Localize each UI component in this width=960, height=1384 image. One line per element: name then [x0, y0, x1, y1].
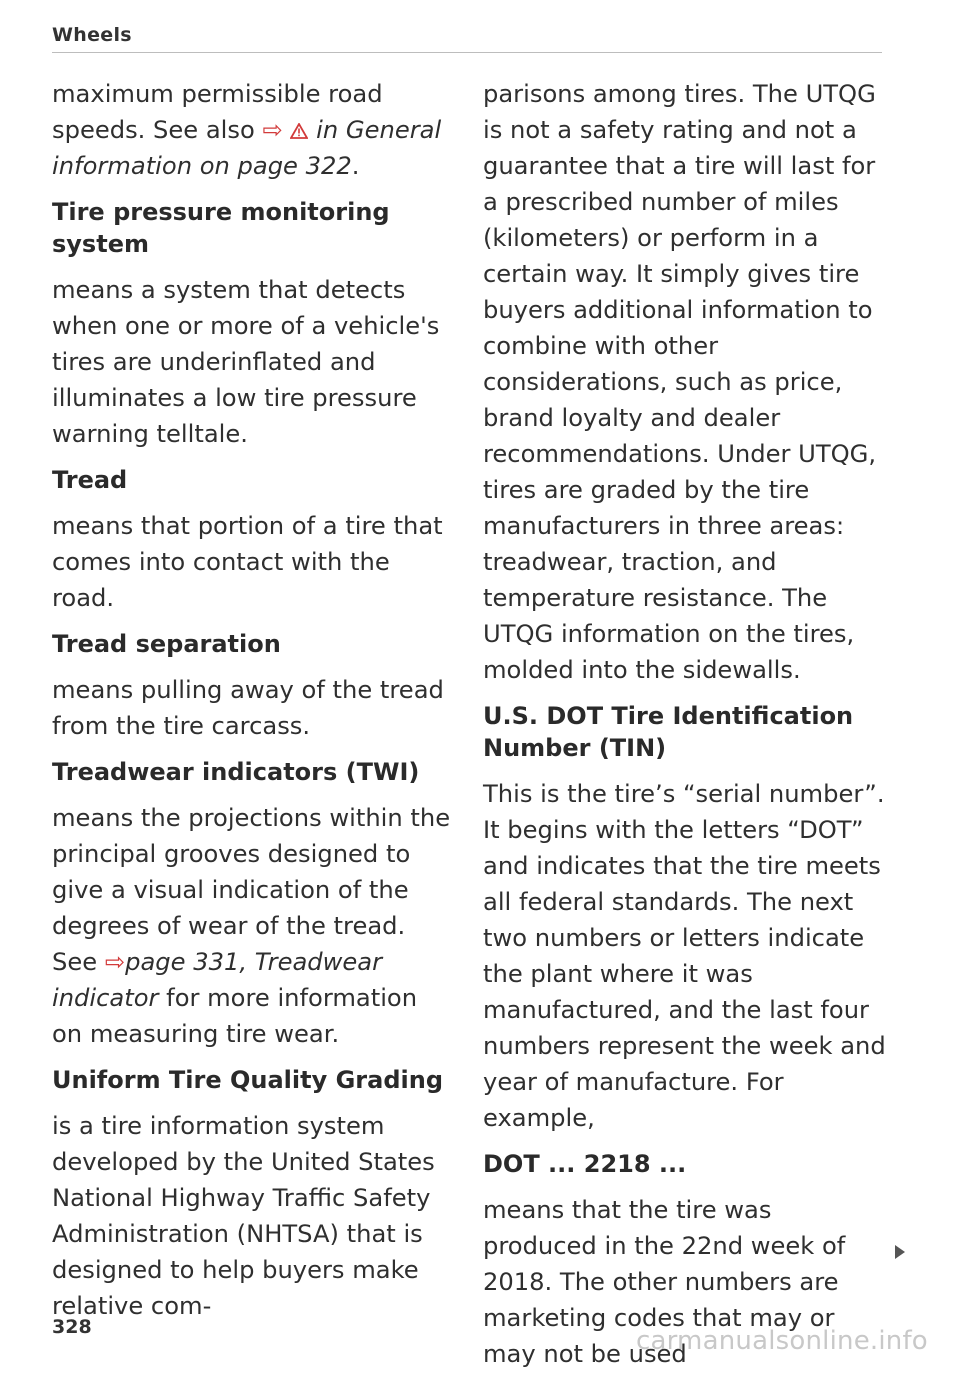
- heading-tin: U.S. DOT Tire Identification Number (TIN): [483, 702, 854, 762]
- xref-arrow-icon: ⇨: [262, 116, 283, 144]
- page-number: 328: [52, 1316, 92, 1338]
- heading-utqg: Uniform Tire Quality Grading: [52, 1066, 444, 1094]
- tread-definition: means that portion of a tire that comes into contact with the road.: [52, 512, 443, 612]
- tpms-definition: means a system that detects when one or more of a vehicle's tires are underinflated and illuminates a low tire pressure warning telltale.: [52, 276, 440, 448]
- tin-definition: This is the tire’s “serial number”. It begins with the letters “DOT” and indicates that the tire meets all federal standards. The next two numbers or letters indicate the plant where it was manufactured, and the last four numbers represent the week and year of manufacture. For example,: [483, 780, 886, 1132]
- watermark: carmanualsonline.info: [636, 1326, 928, 1356]
- utqg-definition: is a tire information system developed by the United States National Highway Traffic Safety Administration (NHTSA) that is designed to help buyers make relative com-: [52, 1112, 435, 1320]
- intro-paragraph: [52, 76, 452, 184]
- xref-arrow-icon: ⇨: [104, 948, 126, 976]
- twi-text: means the projections within the principal grooves designed to give a visual indication of the degrees of wear of the tread. See: [52, 804, 451, 976]
- intro-end: .: [351, 152, 360, 180]
- intro-text: maximum permissible road speeds. See also: [52, 80, 383, 144]
- heading-tread: Tread: [52, 466, 128, 494]
- right-column: [483, 76, 888, 1384]
- continue-arrow-icon: [895, 1245, 905, 1259]
- left-column: [52, 76, 452, 1336]
- tread-separation-definition: means pulling away of the tread from the tire carcass.: [52, 676, 444, 740]
- utqg-continuation: parisons among tires. The UTQG is not a safety rating and not a guarantee that a tire will last for a prescribed number of miles (kilometers) or perform in a certain way. It simply gives tire buyers additional information to combine with other considerations, such as price, brand loyalty and dealer recommendations. Under UTQG, tires are graded by the tire manufacturers in three areas: treadwear, traction, and temperature resistance. The UTQG information on the tires, molded into the sidewalls.: [483, 80, 877, 684]
- treadwear-indicator-link[interactable]: page 331, Treadwear indicator: [52, 948, 383, 1012]
- heading-dot-example: DOT ... 2218 ...: [483, 1150, 687, 1178]
- heading-twi: Treadwear indicators (TWI): [52, 758, 420, 786]
- warning-triangle-icon: [290, 123, 308, 139]
- dot-example-explanation: means that the tire was produced in the 22nd week of 2018. The other numbers are marketing codes that may or may not be used: [483, 1196, 846, 1368]
- heading-tread-separation: Tread separation: [52, 630, 281, 658]
- general-info-link[interactable]: in General information on page 322: [52, 116, 442, 180]
- twi-end: for more information on measuring tire wear.: [52, 984, 418, 1048]
- page-header-title: Wheels: [52, 24, 132, 46]
- header-divider: [52, 52, 882, 53]
- heading-tpms: Tire pressure monitoring system: [52, 198, 390, 258]
- twi-definition: [52, 800, 452, 1052]
